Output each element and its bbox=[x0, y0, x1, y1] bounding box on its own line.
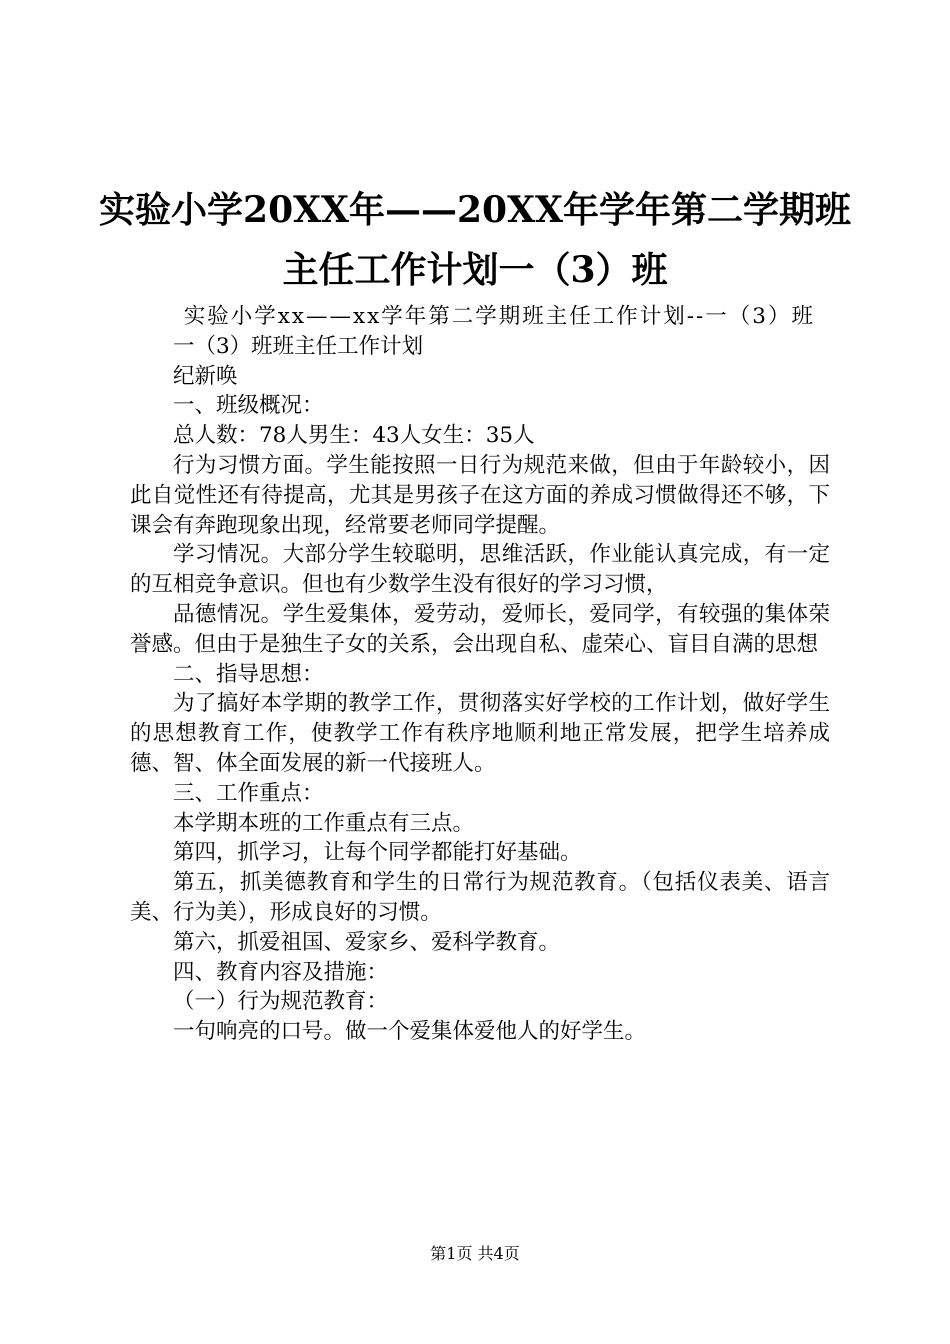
paragraph: 一句响亮的口号。做一个爱集体爱他人的好学生。 bbox=[173, 1019, 647, 1045]
document-title-line-1: 实验小学20XX年——20XX年学年第二学期班 bbox=[99, 189, 851, 231]
document-body bbox=[130, 302, 830, 1047]
section-heading: 二、指导思想： bbox=[173, 661, 324, 687]
subsection-heading: （一）行为规范教育： bbox=[173, 989, 389, 1015]
paragraph: 第四，抓学习，让每个同学都能打好基础。 bbox=[173, 840, 582, 866]
paragraph: 纪新唤 bbox=[173, 363, 238, 389]
paragraph: 品德情况。学生爱集体，爱劳动，爱师长，爱同学，有较强的集体荣誉感。但由于是独生子女的关系，会出现自私、虚荣心、盲目自满的思想 bbox=[130, 601, 830, 657]
paragraph: 一（3）班班主任工作计划 bbox=[173, 333, 424, 359]
page-number-footer: 第1页 共4页 bbox=[430, 1244, 520, 1263]
paragraph: 第五，抓美德教育和学生的日常行为规范教育。（包括仪表美、语言美、行为美），形成良好的习惯。 bbox=[130, 870, 830, 925]
section-heading: 一、班级概况： bbox=[173, 393, 324, 419]
paragraph: 第六，抓爱祖国、爱家乡、爱科学教育。 bbox=[173, 929, 561, 955]
paragraph: 实验小学xx——xx学年第二学期班主任工作计划--一（3）班 bbox=[183, 304, 815, 329]
section-heading: 三、工作重点： bbox=[173, 780, 324, 806]
paragraph: 学习情况。大部分学生较聪明，思维活跃，作业能认真完成，有一定的互相竞争意识。但也有少数学生没有很好的学习习惯， bbox=[130, 542, 830, 598]
paragraph: 本学期本班的工作重点有三点。 bbox=[173, 810, 475, 836]
document-title-line-2: 主任工作计划一（3）班 bbox=[282, 249, 668, 291]
section-heading: 四、教育内容及措施： bbox=[173, 959, 389, 985]
paragraph: 总人数：78人男生：43人女生：35人 bbox=[173, 423, 535, 449]
paragraph: 为了搞好本学期的教学工作，贯彻落实好学校的工作计划，做好学生的思想教育工作，使教学工作有秩序地顺利地正常发展，把学生培养成德、智、体全面发展的新一代接班人。 bbox=[130, 691, 830, 776]
paragraph: 行为习惯方面。学生能按照一日行为规范来做，但由于年龄较小，因此自觉性还有待提高，尤其是男孩子在这方面的养成习惯做得还不够，下课会有奔跑现象出现，经常要老师同学提醒。 bbox=[130, 452, 830, 538]
